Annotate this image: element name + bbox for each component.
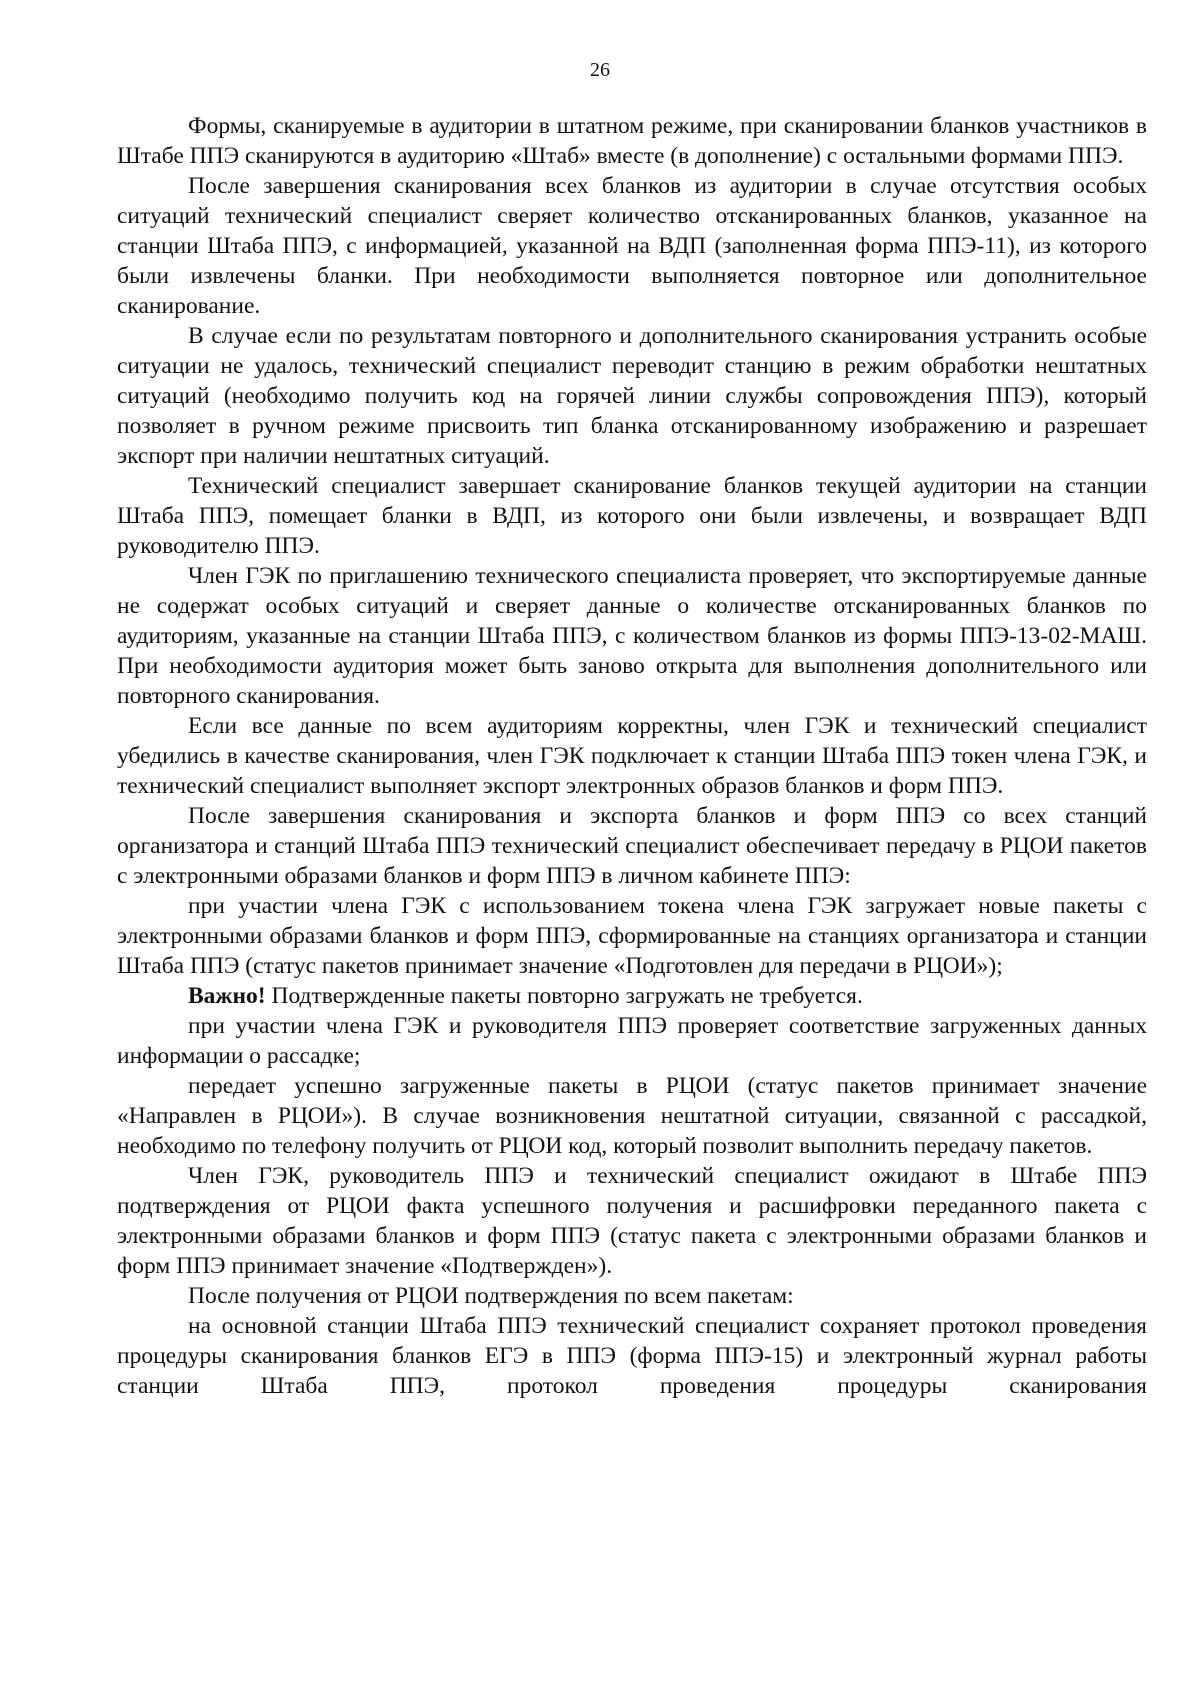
paragraph-upload-packages: при участии члена ГЭК с использованием токена члена ГЭК загружает новые пакеты с электронными образами бланков и форм ППЭ, сформированные на станциях организатора и станции Штаба ППЭ (статус пакетов принимает значение «Подготовлен для передачи в РЦОИ»); xyxy=(117,893,1147,979)
paragraph-check-seating: при участии члена ГЭК и руководителя ППЭ проверяет соответствие загруженных данных информации о рассадке; xyxy=(117,1013,1147,1069)
page-number: 26 xyxy=(590,59,610,81)
paragraph-send-packages: передает успешно загруженные пакеты в РЦОИ (статус пакетов принимает значение «Направлен в РЦОИ»). В случае возникновения нештатной ситуации, связанной с рассадкой, необходимо по телефону получить от РЦОИ код, который позволит выполнить передачу пакетов. xyxy=(117,1073,1147,1159)
paragraph-export: Если все данные по всем аудиториям корректны, член ГЭК и технический специалист убедились в качестве сканирования, член ГЭК подключает к станции Штаба ППЭ токен члена ГЭК, и технический специалист выполняет экспорт электронных образов бланков и форм ППЭ. xyxy=(117,713,1147,799)
important-label: Важно! xyxy=(188,983,266,1009)
paragraph-transfer-to-rcoi: После завершения сканирования и экспорта бланков и форм ППЭ со всех станций организатора и станций Штаба ППЭ технический специалист обеспечивает передачу в РЦОИ пакетов с электронными образами бланков и форм ППЭ в личном кабинете ППЭ: xyxy=(117,803,1147,889)
important-text: Подтвержденные пакеты повторно загружать не требуется. xyxy=(265,983,863,1009)
paragraph-important-note xyxy=(117,981,1147,1011)
paragraph-scanned-forms: Формы, сканируемые в аудитории в штатном режиме, при сканировании бланков участников в Штабе ППЭ сканируются в аудиторию «Штаб» вместе (в дополнение) с остальными формами ППЭ. xyxy=(117,113,1147,169)
paragraph-after-confirmation: После получения от РЦОИ подтверждения по всем пакетам: xyxy=(188,1283,794,1309)
paragraph-after-scanning: После завершения сканирования всех бланков из аудитории в случае отсутствия особых ситуаций технический специалист сверяет количество отсканированных бланков, указанное на станции Штаба ППЭ, с информацией, указанной на ВДП (заполненная форма ППЭ-11), из которого были извлечены бланки. При необходимости выполняется повторное или дополнительное сканирование. xyxy=(117,173,1147,319)
paragraph-gek-member-checks: Член ГЭК по приглашению технического специалиста проверяет, что экспортируемые данные не содержат особых ситуаций и сверяет данные о количестве отсканированных бланков по аудиториям, указанные на станции Штаба ППЭ, с количеством бланков из формы ППЭ-13-02-МАШ. При необходимости аудитория может быть заново открыта для выполнения дополнительного или повторного сканирования. xyxy=(117,563,1147,709)
paragraph-specialist-finishes: Технический специалист завершает сканирование бланков текущей аудитории на станции Штаба ППЭ, помещает бланки в ВДП, из которого они были извлечены, и возвращает ВДП руководителю ППЭ. xyxy=(117,473,1147,559)
document-body xyxy=(117,111,1147,1401)
paragraph-await-confirmation: Член ГЭК, руководитель ППЭ и технический специалист ожидают в Штабе ППЭ подтверждения от РЦОИ факта успешного получения и расшифровки переданного пакета с электронными образами бланков и форм ППЭ (статус пакета с электронными образами бланков и форм ППЭ принимает значение «Подтвержден»). xyxy=(117,1163,1147,1279)
paragraph-special-situations: В случае если по результатам повторного и дополнительного сканирования устранить особые ситуации не удалось, технический специалист переводит станцию в режим обработки нештатных ситуаций (необходимо получить код на горячей линии службы сопровождения ППЭ), который позволяет в ручном режиме присвоить тип бланка отсканированному изображению и разрешает экспорт при наличии нештатных ситуаций. xyxy=(117,323,1147,469)
paragraph-save-protocol: на основной станции Штаба ППЭ технический специалист сохраняет протокол проведения процедуры сканирования бланков ЕГЭ в ППЭ (форма ППЭ-15) и электронный журнал работы станции Штаба ППЭ, протокол проведения процедуры сканирования xyxy=(117,1313,1147,1399)
